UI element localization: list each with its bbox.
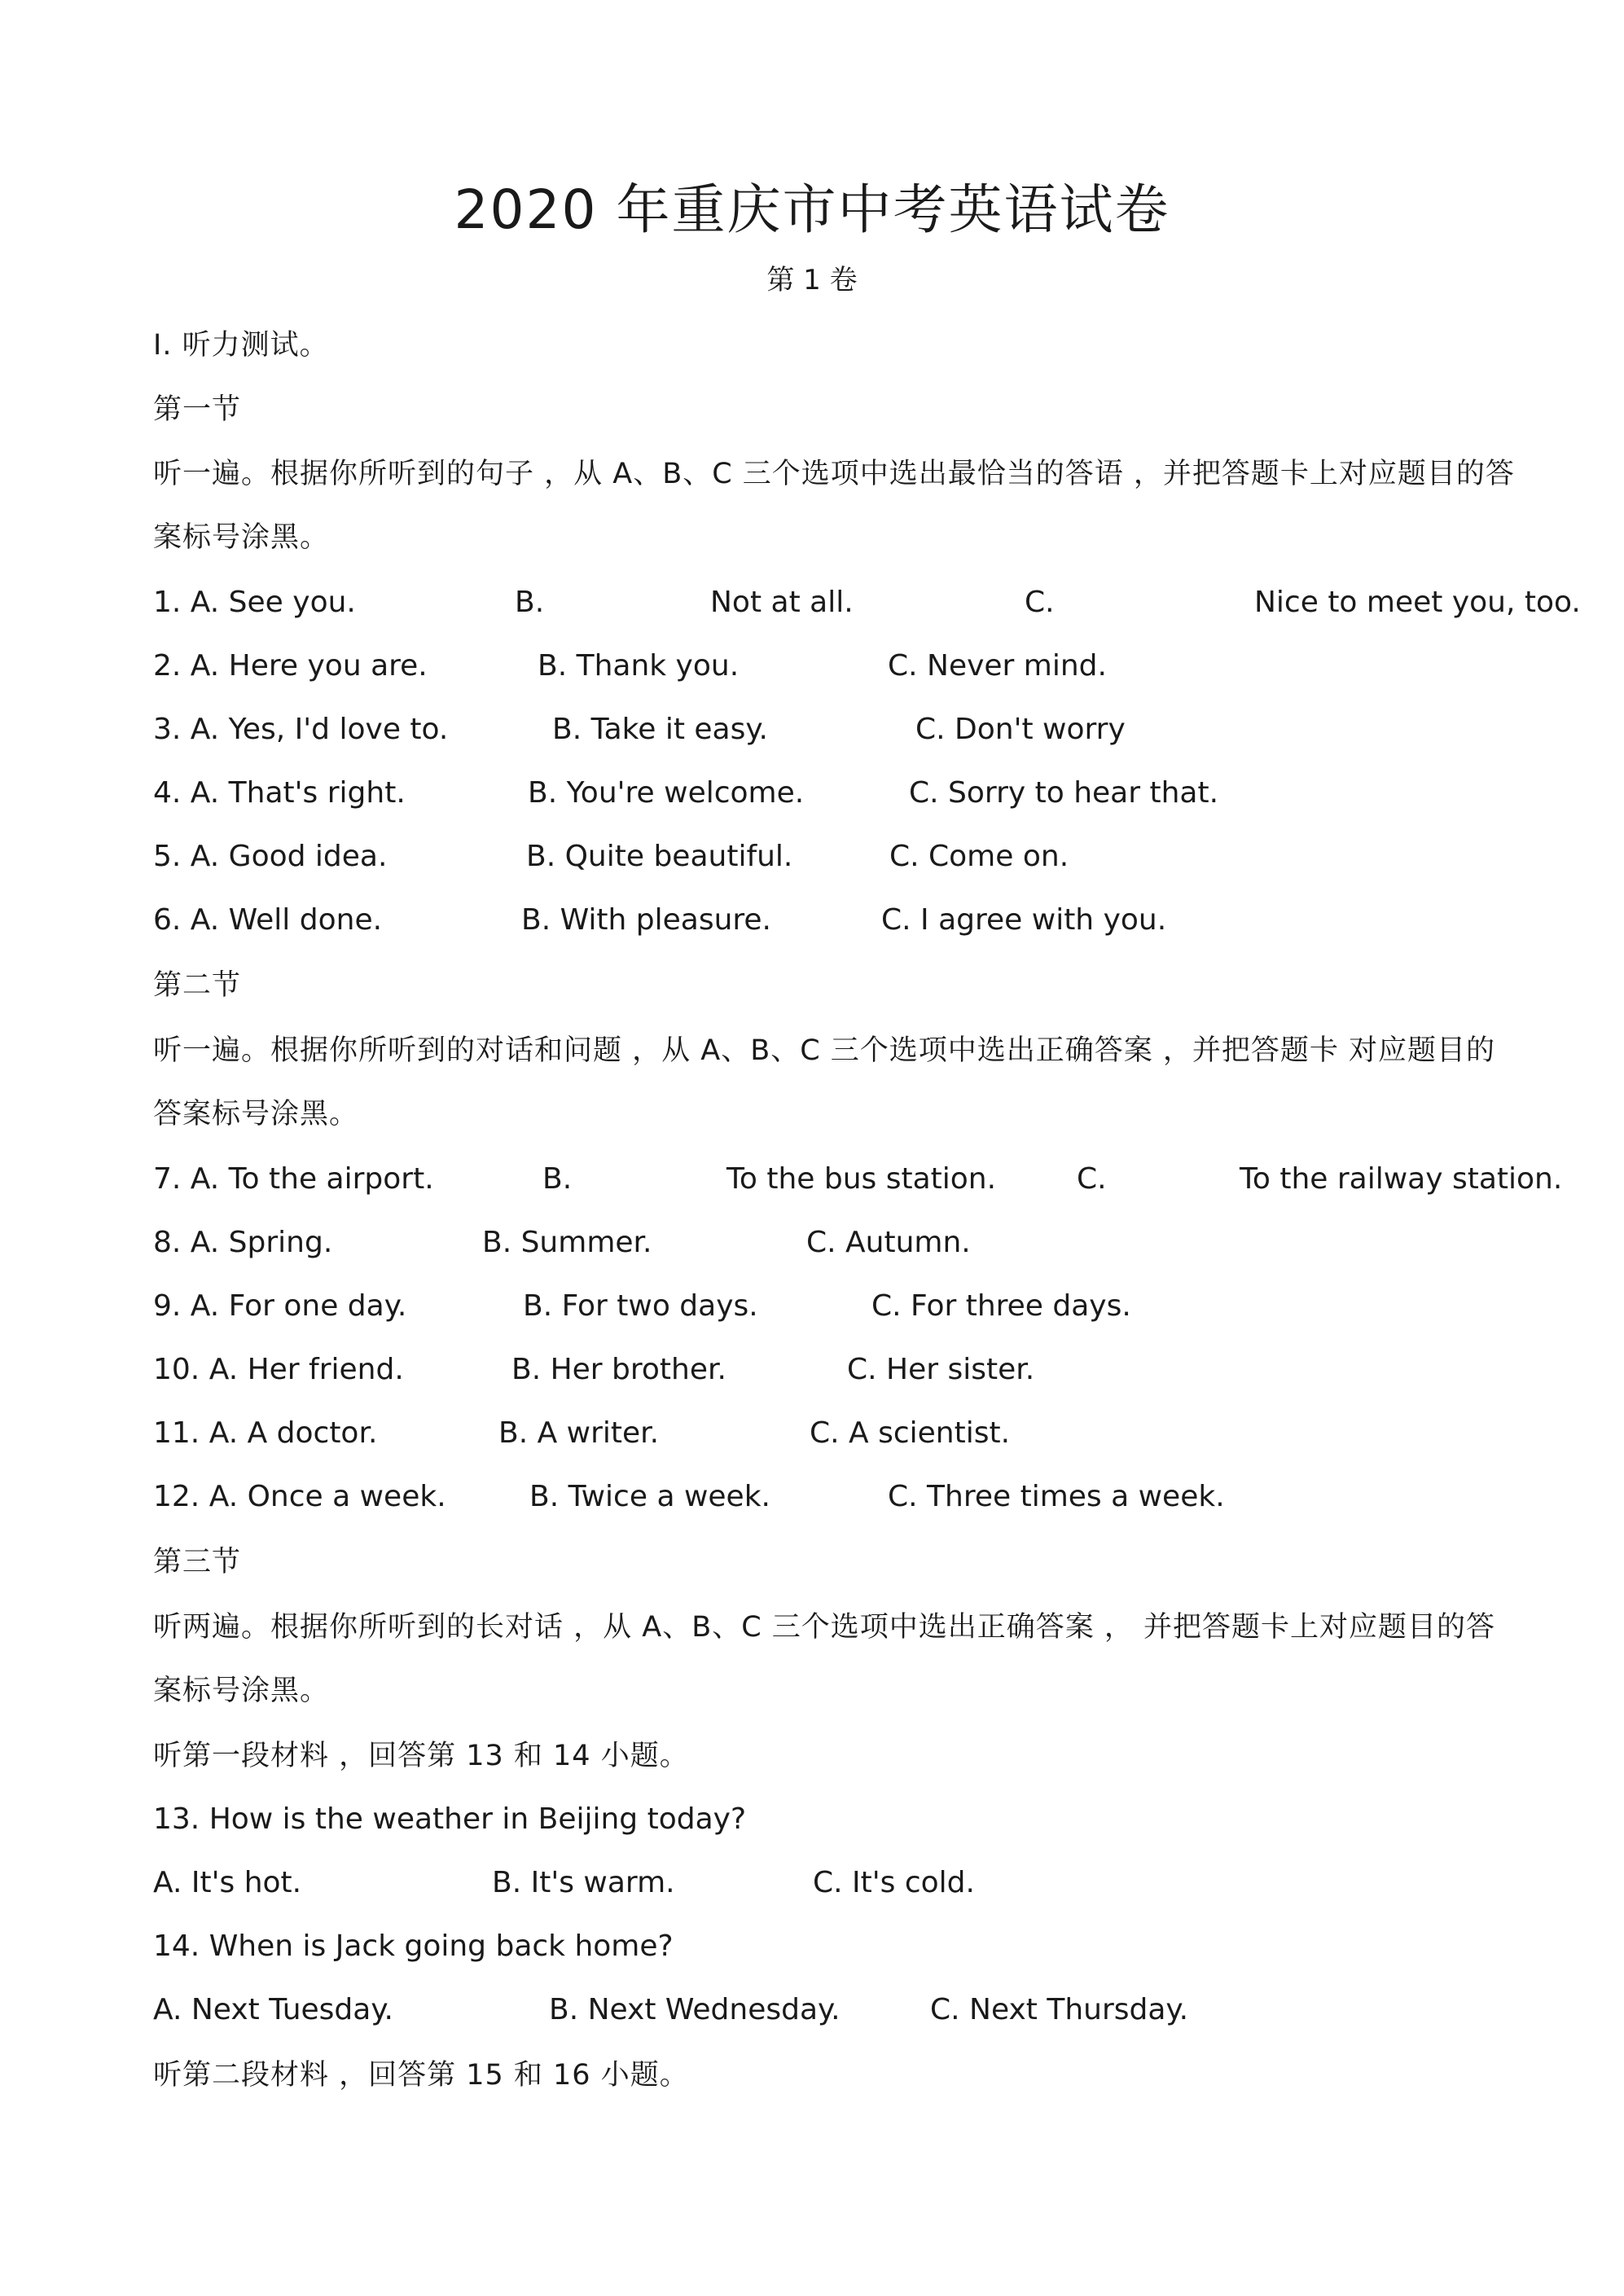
option-c: C. A scientist.: [810, 1416, 1011, 1450]
option-b: B. A writer.: [498, 1416, 660, 1450]
option-b: B. Quite beautiful.: [526, 840, 793, 873]
option-a: A. It's hot.: [153, 1866, 302, 1899]
section3-instruction-line2: 案标号涂黑。: [153, 1675, 330, 1707]
option-c: C. Sorry to hear that.: [909, 776, 1219, 810]
option-c-letter: C.: [1025, 586, 1055, 619]
section1-instruction-line1: 听一遍。根据你所听到的句子 ，从 A、B、C 三个选项中选出最恰当的答语 ，并把答题卡上对应题目的答: [153, 458, 1515, 490]
option-c-letter: C.: [1077, 1162, 1107, 1196]
material2-note: 听第二段材料 ，回答第 15 和 16 小题。: [153, 2059, 689, 2092]
option-a: 3. A. Yes, I'd love to.: [153, 713, 449, 746]
option-b-text: Not at all.: [710, 586, 854, 619]
section1-instruction-line2: 案标号涂黑。: [153, 521, 330, 554]
option-b: B. Twice a week.: [529, 1480, 770, 1513]
option-b: B. For two days.: [523, 1289, 758, 1323]
option-a: 6. A. Well done.: [153, 903, 383, 937]
volume-label: 第 1 卷: [766, 264, 858, 296]
option-b: B. With pleasure.: [521, 903, 772, 937]
option-b: B. It's warm.: [492, 1866, 675, 1899]
section3-instruction-line1: 听两遍。根据你所听到的长对话 ，从 A、B、C 三个选项中选出正确答案 ， 并把答题卡上对应题目的答: [153, 1611, 1496, 1644]
option-b-text: To the bus station.: [726, 1162, 997, 1196]
option-a: 4. A. That's right.: [153, 776, 406, 810]
material1-note: 听第一段材料 ，回答第 13 和 14 小题。: [153, 1740, 689, 1772]
option-a: 9. A. For one day.: [153, 1289, 407, 1323]
section3-label: 第三节: [153, 1546, 242, 1578]
section2-instruction-line2: 答案标号涂黑。: [153, 1098, 359, 1130]
option-a: 5. A. Good idea.: [153, 840, 388, 873]
option-c: C. I agree with you.: [881, 903, 1167, 937]
section2-label: 第二节: [153, 969, 242, 1002]
option-b-letter: B.: [515, 586, 545, 619]
option-c: C. For three days.: [871, 1289, 1131, 1323]
option-c: C. Come on.: [889, 840, 1069, 873]
option-b: B. Next Wednesday.: [549, 1993, 841, 2026]
option-c: C. Don't worry: [915, 713, 1126, 746]
option-a: 12. A. Once a week.: [153, 1480, 446, 1513]
question-13: 13. How is the weather in Beijing today?: [153, 1802, 747, 1836]
option-c: C. Never mind.: [888, 649, 1107, 683]
option-b: B. Thank you.: [538, 649, 740, 683]
option-c: C. Her sister.: [847, 1353, 1035, 1386]
option-c: C. Next Thursday.: [930, 1993, 1189, 2026]
option-c-text: To the railway station.: [1240, 1162, 1563, 1196]
option-a: A. Next Tuesday.: [153, 1993, 393, 2026]
option-a: 7. A. To the airport.: [153, 1162, 434, 1196]
option-b-letter: B.: [542, 1162, 573, 1196]
option-c-text: Nice to meet you, too.: [1254, 586, 1581, 619]
option-a: 2. A. Here you are.: [153, 649, 428, 683]
option-c: C. Autumn.: [806, 1226, 971, 1259]
page-title: 2020 年重庆市中考英语试卷: [454, 178, 1170, 241]
option-a: 8. A. Spring.: [153, 1226, 333, 1259]
option-b: B. You're welcome.: [528, 776, 805, 810]
part-heading: I. 听力测试。: [153, 329, 329, 362]
section1-label: 第一节: [153, 393, 242, 426]
option-b: B. Take it easy.: [552, 713, 768, 746]
option-a: 1. A. See you.: [153, 586, 356, 619]
option-b: B. Summer.: [482, 1226, 652, 1259]
option-a: 11. A. A doctor.: [153, 1416, 378, 1450]
question-14: 14. When is Jack going back home?: [153, 1929, 674, 1963]
section2-instruction-line1: 听一遍。根据你所听到的对话和问题 ，从 A、B、C 三个选项中选出正确答案 ，并把答题卡 对应题目的: [153, 1034, 1496, 1067]
option-a: 10. A. Her friend.: [153, 1353, 404, 1386]
option-b: B. Her brother.: [511, 1353, 726, 1386]
option-c: C. Three times a week.: [888, 1480, 1225, 1513]
option-c: C. It's cold.: [813, 1866, 975, 1899]
